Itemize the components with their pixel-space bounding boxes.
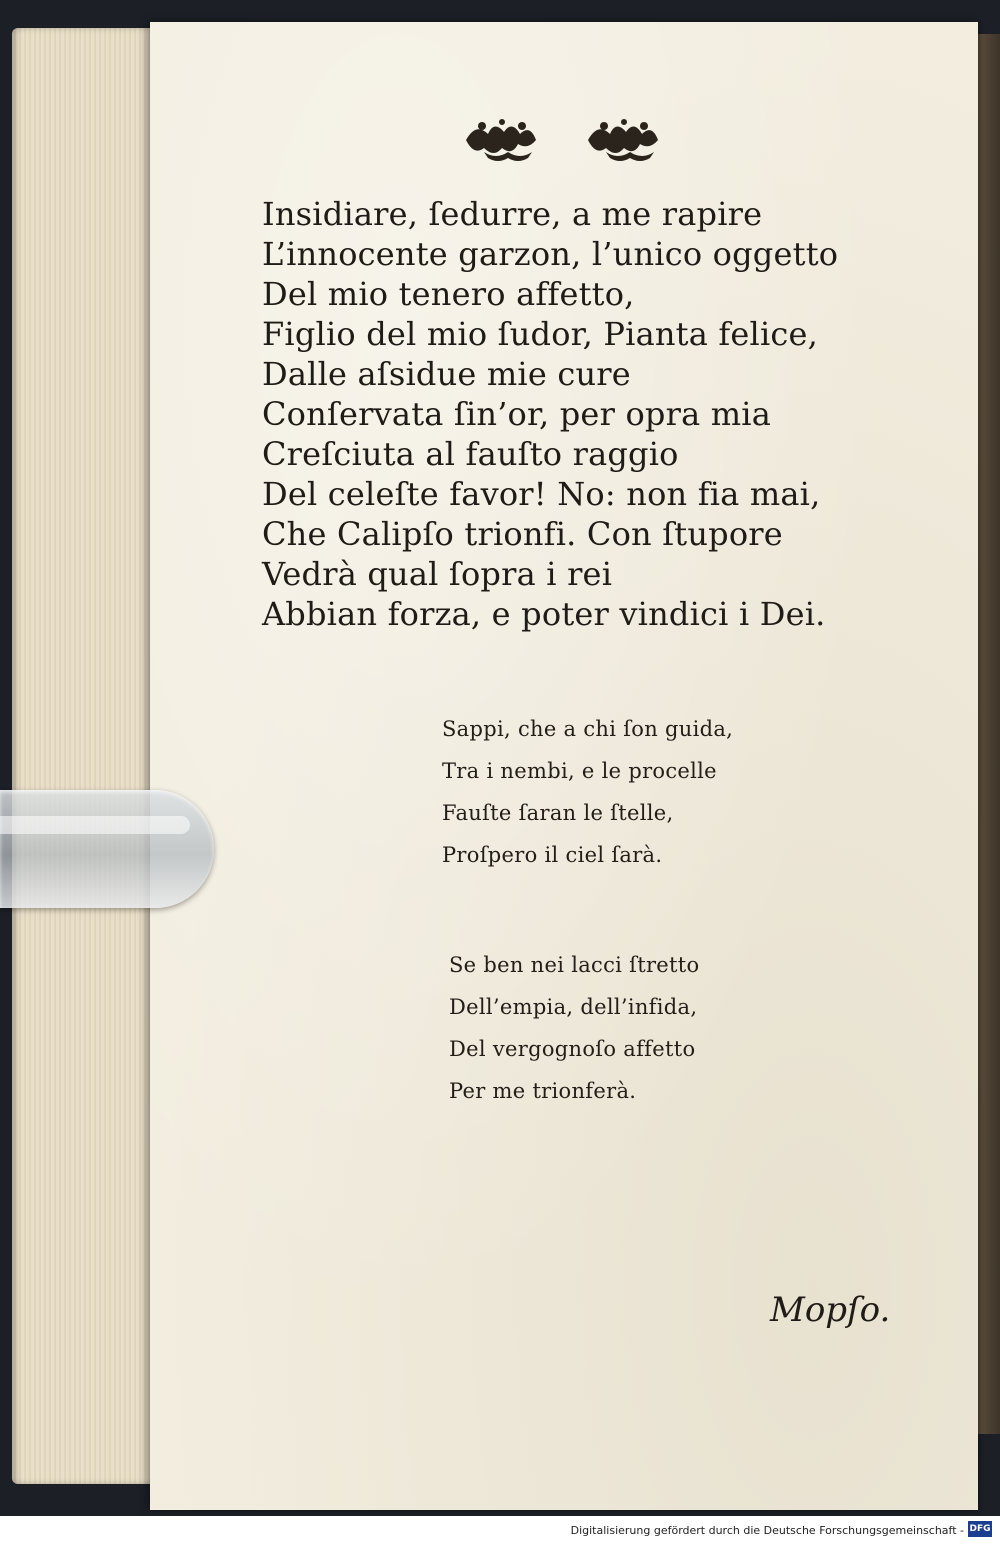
dfg-logo-icon: DFG bbox=[968, 1521, 992, 1537]
ornament-icon bbox=[462, 112, 682, 168]
verse-line: Creſciuta al fauſto raggio bbox=[262, 435, 679, 473]
verse-line: Conſervata ſin’or, per opra mia bbox=[262, 395, 771, 433]
aria-line: Fauſte ſaran le ſtelle, bbox=[442, 801, 674, 825]
verse-line: L’innocente garzon, l’unico oggetto bbox=[262, 235, 839, 273]
verse-line: Abbian forza, e poter vindici i Dei. bbox=[262, 595, 826, 633]
bleed-through-texture bbox=[180, 300, 190, 335]
verse-line: Del mio tenero affetto, bbox=[262, 275, 635, 313]
aria-line: Tra i nembi, e le procelle bbox=[442, 759, 717, 783]
verse-line: Insidiare, ſedurre, a me rapire bbox=[262, 195, 763, 233]
funding-credit: Digitalisierung gefördert durch die Deutsche Forschungsgemeinschaft - bbox=[570, 1524, 964, 1537]
catchword-signature: Mopſo. bbox=[770, 1290, 891, 1330]
verse-line: Che Calipſo trionfi. Con ſtupore bbox=[262, 515, 783, 553]
recitative-verse bbox=[262, 194, 838, 634]
verse-line: Vedrà qual ſopra i rei bbox=[262, 555, 613, 593]
verse-line: Del celeſte favor! No: non fia mai, bbox=[262, 475, 821, 513]
aria-line: Per me trionferà. bbox=[449, 1079, 637, 1103]
aria-stanza-1 bbox=[442, 708, 733, 876]
aria-line: Proſpero il ciel ſarà. bbox=[442, 843, 663, 867]
aria-line: Se ben nei lacci ſtretto bbox=[449, 953, 700, 977]
aria-line: Sappi, che a chi ſon guida, bbox=[442, 717, 734, 741]
verse-line: Figlio del mio ſudor, Pianta felice, bbox=[262, 315, 819, 353]
footer-bar bbox=[0, 1516, 1000, 1549]
aria-stanza-2 bbox=[449, 944, 699, 1112]
verse-line: Dalle aſsidue mie cure bbox=[262, 355, 631, 393]
page-clip bbox=[0, 790, 214, 908]
aria-line: Dell’empia, dell’infida, bbox=[449, 995, 698, 1019]
aria-line: Del vergognoſo affetto bbox=[449, 1037, 696, 1061]
